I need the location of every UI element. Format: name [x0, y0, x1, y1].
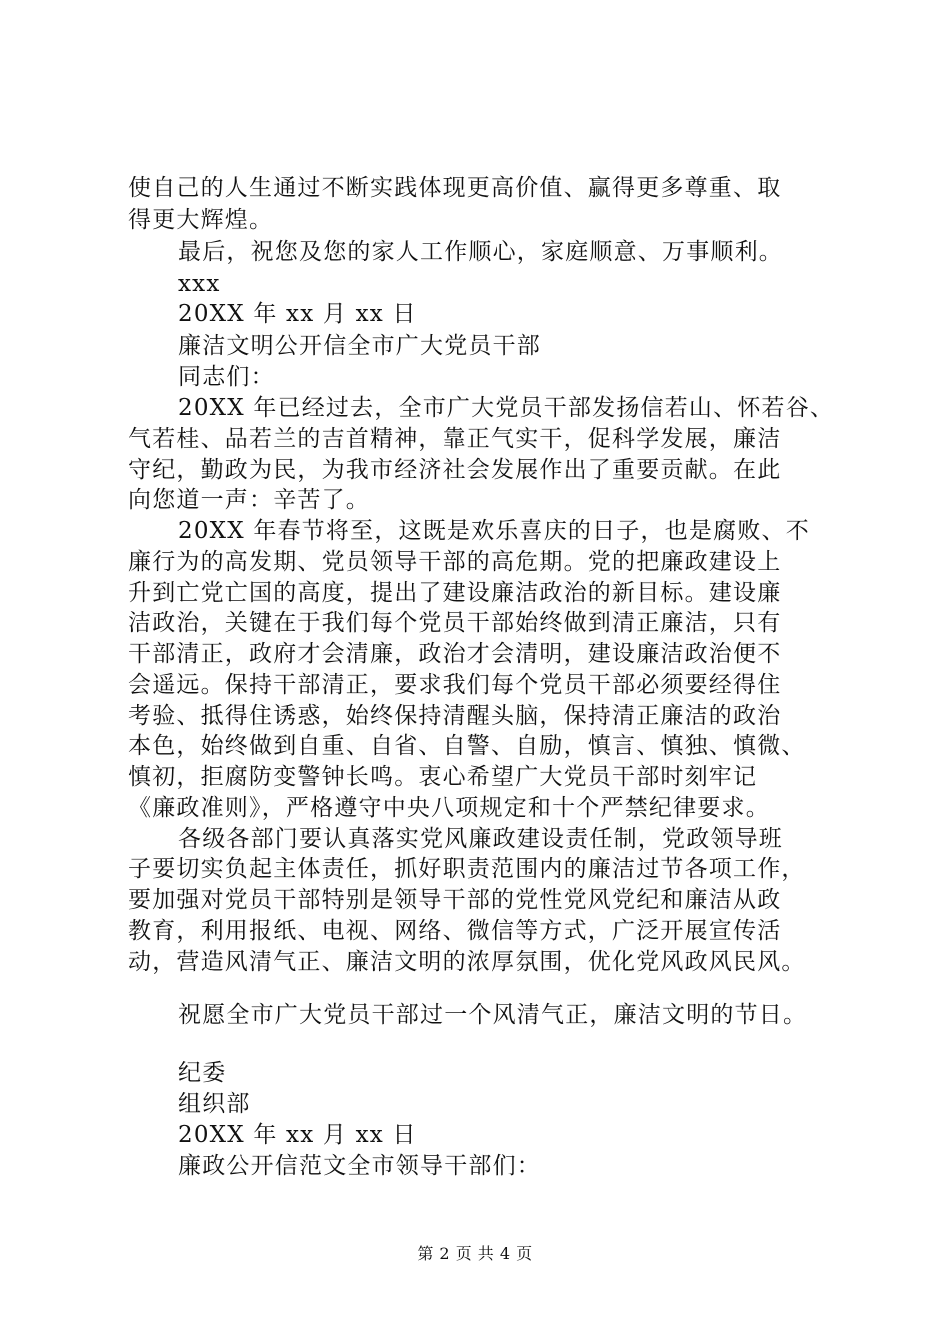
text-line: 各级各部门要认真落实党风廉政建设责任制，党政领导班	[178, 826, 783, 852]
next-letter-title: 廉政公开信范文全市领导干部们：	[178, 1153, 541, 1179]
letter-title: 廉洁文明公开信全市广大党员干部	[178, 333, 541, 359]
text-line: 气若桂、品若兰的吉首精神，靠正气实干，促科学发展，廉洁	[128, 426, 782, 452]
text-line: 会遥远。保持干部清正，要求我们每个党员干部必须要经得住	[128, 672, 782, 698]
signature-line: 组织部	[178, 1091, 251, 1117]
text-line: 慎初，拒腐防变警钟长鸣。衷心希望广大党员干部时刻牢记	[128, 764, 758, 790]
salutation: 同志们：	[178, 364, 275, 390]
text-line: 20XX 年已经过去，全市广大党员干部发扬信若山、怀若谷、	[178, 395, 835, 421]
text-line: 动，营造风清气正、廉洁文明的浓厚氛围，优化党风政风民风。	[128, 949, 806, 975]
text-line: 考验、抵得住诱惑，始终保持清醒头脑，保持清正廉洁的政治	[128, 703, 782, 729]
closing-wish: 祝愿全市广大党员干部过一个风清气正，廉洁文明的节日。	[178, 1002, 808, 1028]
signature-line: 纪委	[178, 1060, 227, 1086]
text-line: xxx	[178, 271, 221, 297]
date-line: 20XX 年 xx 月 xx 日	[178, 1122, 417, 1148]
text-line: 子要切实负起主体责任，抓好职责范围内的廉洁过节各项工作，	[128, 856, 806, 882]
text-line: 干部清正，政府才会清廉，政治才会清明，建设廉洁政治便不	[128, 641, 782, 667]
text-line: 向您道一声：辛苦了。	[128, 487, 370, 513]
text-line: 要加强对党员干部特别是领导干部的党性党风党纪和廉洁从政	[128, 887, 782, 913]
text-line: 廉行为的高发期、党员领导干部的高危期。党的把廉政建设上	[128, 549, 782, 575]
date-line: 20XX 年 xx 月 xx 日	[178, 301, 417, 327]
text-line: 洁政治，关键在于我们每个党员干部始终做到清正廉洁，只有	[128, 610, 782, 636]
text-line: 本色，始终做到自重、自省、自警、自励，慎言、慎独、慎微、	[128, 733, 806, 759]
text-line: 守纪，勤政为民，为我市经济社会发展作出了重要贡献。在此	[128, 457, 782, 483]
text-line: 《廉政准则》，严格遵守中央八项规定和十个严禁纪律要求。	[128, 795, 770, 821]
text-line: 最后，祝您及您的家人工作顺心，家庭顺意、万事顺利。	[178, 239, 783, 265]
page-number: 第 2 页 共 4 页	[417, 1244, 533, 1263]
text-line: 使自己的人生通过不断实践体现更高价值、赢得更多尊重、取	[128, 175, 782, 201]
text-line: 得更大辉煌。	[128, 207, 274, 233]
text-line: 教育，利用报纸、电视、网络、微信等方式，广泛开展宣传活	[128, 918, 782, 944]
text-line: 20XX 年春节将至，这既是欢乐喜庆的日子，也是腐败、不	[178, 518, 810, 544]
text-line: 升到亡党亡国的高度，提出了建设廉洁政治的新目标。建设廉	[128, 580, 782, 606]
